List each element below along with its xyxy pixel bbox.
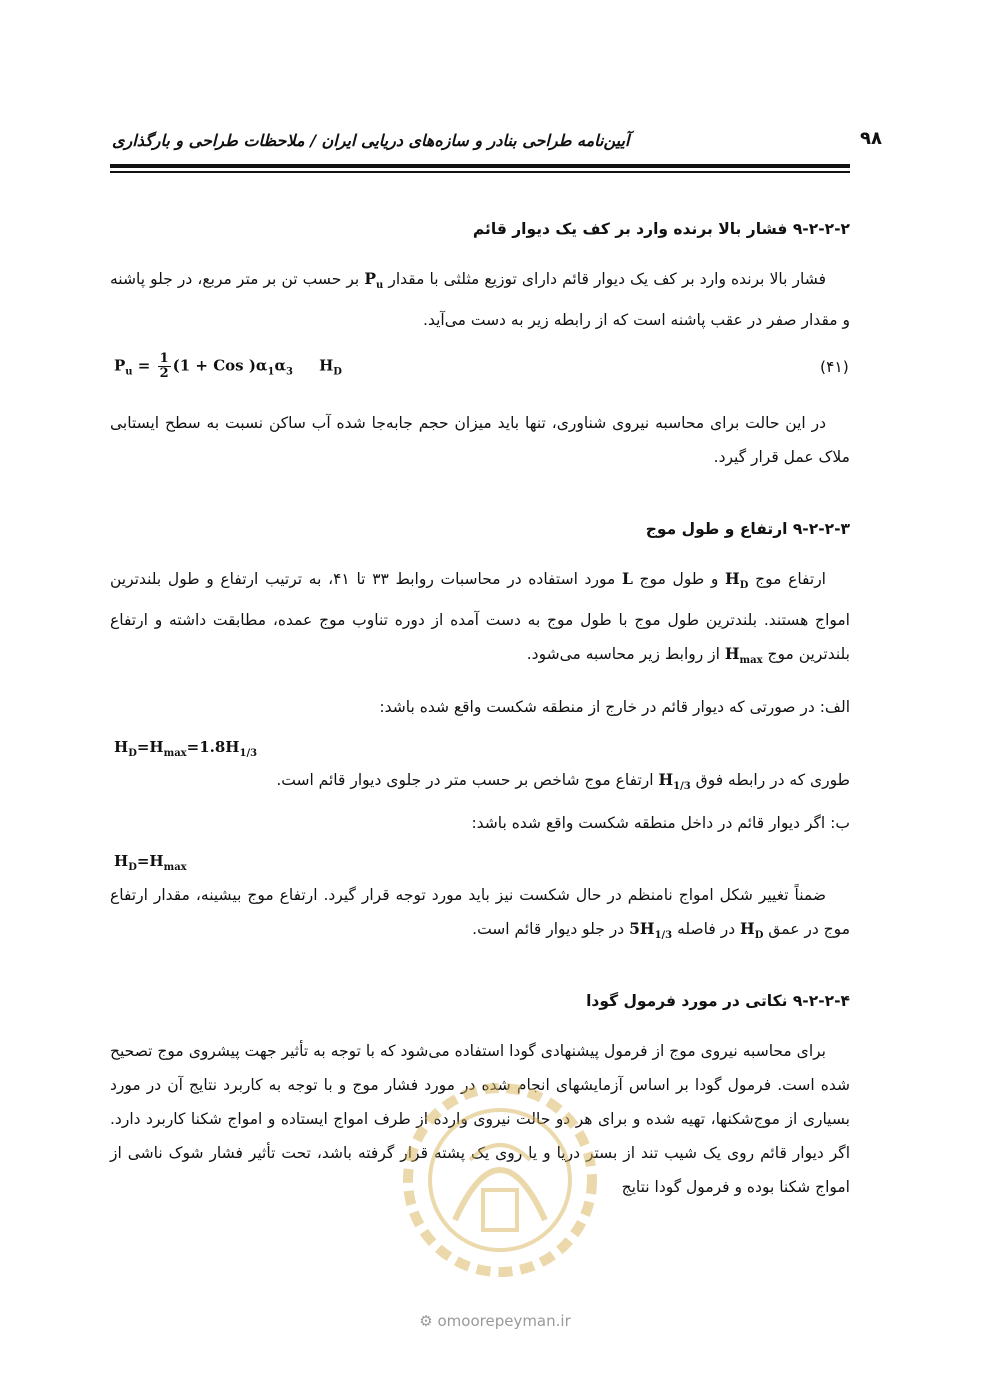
paragraph-text: برای محاسبه نیروی موج از فرمول پیشنهادی گودا استفاده می‌شود که با توجه به تأثیر جهت پیشروی موج تصحیح شده است. فرمول گودا بر اساس آزمایشهای انجام شده در مورد فشار موج و با توجه به کاربرد نتایج آن در مورد بسیاری از موج‌شکنها، تهیه شده و برای هر دو حالت نیروی وارده از طرف امواج ایستاده و امواج شکنا کاربرد دارد. اگر دیوار قائم روی یک شیب تند از بستر دریا و یا روی یک پشته قرار گرفته باشد، تحت تأثیر فشار شوک ناشی از امواج شکنا بوده و فرمول گودا نتایج xyxy=(110,1042,850,1196)
equation-41: $P_u$ = $\frac{1}{2}$ (1 + Cos )$\alpha_1\alpha_3$ $H_D$ xyxy=(114,351,342,381)
section-heading-goda-notes: ۹-۲-۲-۴ نکاتی در مورد فرمول گودا xyxy=(586,992,850,1010)
header-rule-thick xyxy=(110,164,850,168)
paragraph-text: ارتفاع موج $H_D$ و طول موج L مورد استفاده در محاسبات روابط ۳۳ تا ۴۱، به ترتیب ارتفاع و طول بلندترین امواج هستند. بلندترین طول موج با طول موج به دست آمده از دوره تناوب موج عمده، مطابقت داشته و ارتفاع بلندترین موج $H_{max}$ از روابط زیر محاسبه می‌شود. xyxy=(110,569,850,667)
formula-case-b: $H_D=H_{max}$ xyxy=(114,852,187,873)
running-header-title: آیین‌نامه طراحی بنادر و سازه‌های دریایی ایران / ملاحظات طراحی و بارگذاری xyxy=(112,131,630,150)
note-case-a: طوری که در رابطه فوق $H_{1/3}$ ارتفاع موج شاخص بر حسب متر در جلوی دیوار قائم است. xyxy=(276,770,850,793)
section-heading-wave-height-length: ۹-۲-۲-۳ ارتفاع و طول موج xyxy=(645,520,850,538)
case-b-text: ب: اگر دیوار قائم در داخل منطقه شکست واقع شده باشد: xyxy=(471,814,850,832)
paragraph-irregular-waves xyxy=(110,878,850,953)
fraction-one-half: $\frac{1}{2}$ xyxy=(159,351,169,381)
section-heading-uplift-pressure: ۹-۲-۲-۲ فشار بالا برنده وارد بر کف یک دیوار قائم xyxy=(472,220,850,238)
watermark-url: ⚙ omoorepeyman.ir xyxy=(419,1312,571,1330)
paragraph-buoyancy xyxy=(110,406,850,474)
paragraph-uplift-pressure xyxy=(110,262,850,337)
page-number: ۹۸ xyxy=(860,128,882,149)
paragraph-text: فشار بالا برنده وارد بر کف یک دیوار قائم دارای توزیع مثلثی با مقدار $P_u$ بر حسب تن بر متر مربع، در جلو پاشنه و مقدار صفر در عقب پاشنه است که از رابطه زیر به دست می‌آید. xyxy=(110,269,850,330)
paragraph-wave-height xyxy=(110,562,850,678)
formula-case-a: $H_D=H_{max}=1.8H_{1/3}$ xyxy=(114,738,258,759)
equation-number: (۴۱) xyxy=(820,358,849,376)
paragraph-text: ضمناً تغییر شکل امواج نامنظم در حال شکست نیز باید مورد توجه قرار گیرد. ارتفاع موج بیشینه، مقدار ارتفاع موج در عمق $H_D$ در فاصله $5H_{1/3}$ در جلو دیوار قائم است. xyxy=(110,886,850,942)
watermark-logo xyxy=(395,1060,605,1300)
case-a-text: الف: در صورتی که دیوار قائم در خارج از منطقه شکست واقع شده باشد: xyxy=(379,698,850,716)
header-rule-thin xyxy=(110,171,850,173)
paragraph-text: در این حالت برای محاسبه نیروی شناوری، تنها باید میزان حجم جابه‌جا شده آب ساکن نسبت به سطح ایستابی ملاک عمل قرار گیرد. xyxy=(110,414,850,466)
